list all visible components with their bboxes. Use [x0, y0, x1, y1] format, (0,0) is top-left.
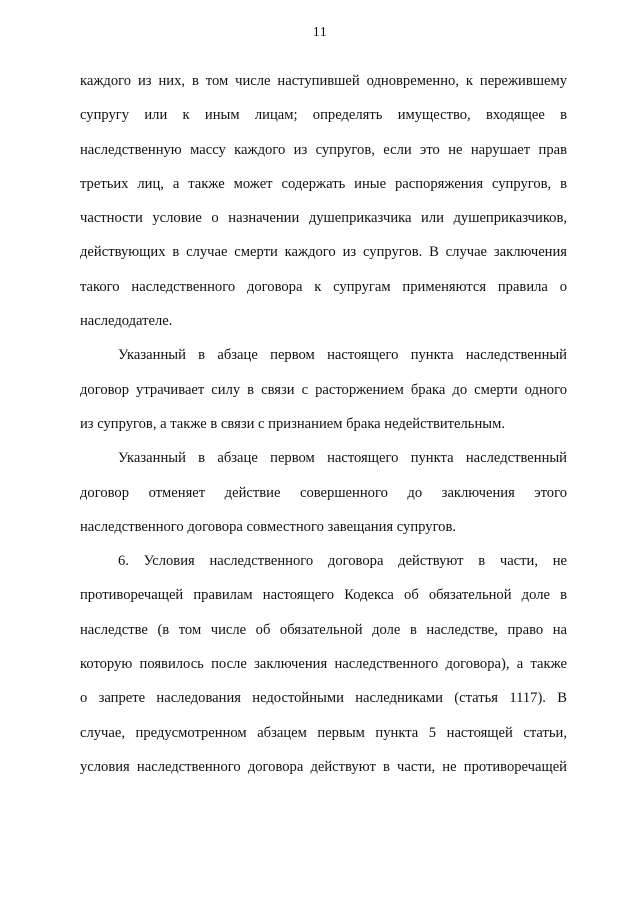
text-line: каждого из них, в том числе наступившей одновременно, к пережившему — [80, 73, 567, 89]
text-line: 6. Условия наследственного договора действуют в части, не — [118, 553, 567, 570]
text-line: Указанный в абзаце первом настоящего пункта наследственный — [118, 347, 567, 364]
text-line: супругу или к иным лицам; определять имущество, входящее в — [80, 107, 567, 124]
text-line: которую появилось после заключения наследственного договора), а также — [80, 656, 567, 673]
text-line: наследстве (в том числе об обязательной доле в наследстве, право на — [80, 621, 567, 638]
text-line: такого наследственного договора к супругам применяются правила о — [80, 278, 567, 295]
text-line: договор отменяет действие совершенного до заключения этого — [80, 484, 567, 501]
text-line: третьих лиц, а также может содержать иные распоряжения супругов, в — [80, 175, 567, 192]
text-line: противоречащей правилам настоящего Кодекса об обязательной доле в — [80, 587, 567, 604]
text-line: Указанный в абзаце первом настоящего пункта наследственный — [118, 450, 567, 467]
text-line: наследственного договора совместного завещания супругов. — [80, 518, 457, 535]
text-line: наследодателе. — [80, 313, 173, 330]
text-line: частности условие о назначении душеприказчика или душеприказчиков, — [80, 210, 567, 227]
text-line: наследственную массу каждого из супругов, если это не нарушает прав — [80, 141, 567, 158]
text-line: о запрете наследования недостойными наследниками (статья 1117). В — [80, 690, 567, 707]
text-line: из супругов, а также в связи с признанием брака недействительным. — [80, 415, 505, 432]
text-line: условия наследственного договора действуют в части, не противоречащей — [80, 758, 567, 775]
page-number: 11 — [312, 25, 328, 40]
text-line: случае, предусмотренном абзацем первым пункта 5 настоящей статьи, — [80, 724, 567, 741]
text-line: действующих в случае смерти каждого из супругов. В случае заключения — [80, 244, 567, 261]
text-line: договор утрачивает силу в связи с расторжением брака до смерти одного — [80, 381, 567, 398]
document-body — [80, 64, 567, 784]
